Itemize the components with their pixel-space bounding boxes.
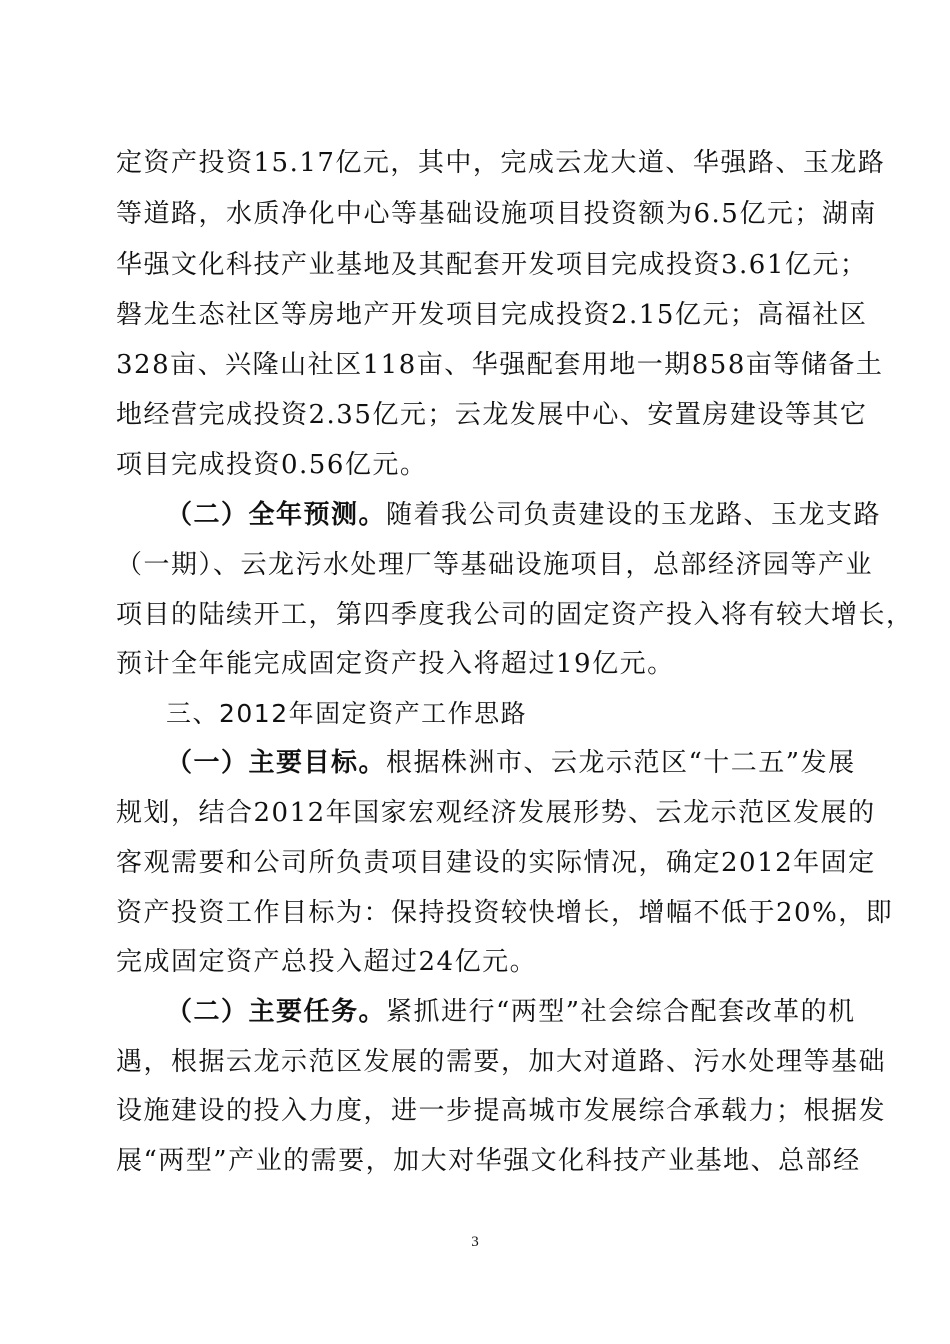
paragraph-line: 预计全年能完成固定资产投入将超过19亿元。 — [116, 649, 675, 679]
paragraph-line: 展“两型”产业的需要，加大对华强文化科技产业基地、总部经 — [116, 1146, 861, 1176]
paragraph-first-line — [166, 995, 856, 1029]
paragraph-line: 磐龙生态社区等房地产开发项目完成投资2.15亿元；高福社区 — [116, 300, 868, 330]
paragraph-line: 设施建设的投入力度，进一步提高城市发展综合承载力；根据发 — [116, 1096, 887, 1126]
paragraph-line: 完成固定资产总投入超过24亿元。 — [116, 947, 538, 977]
section-heading: 三、2012年固定资产工作思路 — [166, 699, 528, 728]
paragraph-line: 项目完成投资0.56亿元。 — [116, 450, 428, 480]
paragraph-lead: （二）全年预测。 — [166, 500, 387, 530]
paragraph-text: 随着我公司负责建设的玉龙路、玉龙支路 — [386, 500, 882, 530]
paragraph-text: 根据株洲市、云龙示范区“十二五”发展 — [386, 748, 856, 778]
paragraph-line: 规划，结合2012年国家宏观经济发展形势、云龙示范区发展的 — [116, 798, 876, 828]
paragraph-first-line — [166, 498, 881, 532]
page-number: 3 — [471, 1234, 479, 1250]
paragraph-line: （一期）、云龙污水处理厂等基础设施项目，总部经济园等产业 — [116, 550, 874, 580]
paragraph-line: 遇，根据云龙示范区发展的需要，加大对道路、污水处理等基础 — [116, 1047, 887, 1077]
paragraph-line: 地经营完成投资2.35亿元；云龙发展中心、安置房建设等其它 — [116, 400, 868, 430]
paragraph-line: 等道路，水质净化中心等基础设施项目投资额为6.5亿元；湖南 — [116, 199, 877, 229]
paragraph-line: 定资产投资15.17亿元，其中，完成云龙大道、华强路、玉龙路 — [116, 148, 886, 178]
paragraph-line: 328亩、兴隆山社区118亩、华强配套用地一期858亩等储备土 — [116, 350, 884, 380]
paragraph-line: 项目的陆续开工，第四季度我公司的固定资产投入将有较大增长， — [116, 600, 914, 630]
paragraph-line: 客观需要和公司所负责项目建设的实际情况，确定2012年固定 — [116, 848, 876, 878]
paragraph-line: 资产投资工作目标为：保持投资较快增长，增幅不低于20%，即 — [116, 898, 894, 928]
paragraph-lead: （一）主要目标。 — [166, 748, 387, 778]
paragraph-text: 紧抓进行“两型”社会综合配套改革的机 — [386, 997, 856, 1027]
paragraph-line: 华强文化科技产业基地及其配套开发项目完成投资3.61亿元； — [116, 250, 868, 280]
paragraph-first-line — [166, 746, 856, 780]
paragraph-lead: （二）主要任务。 — [166, 997, 387, 1027]
